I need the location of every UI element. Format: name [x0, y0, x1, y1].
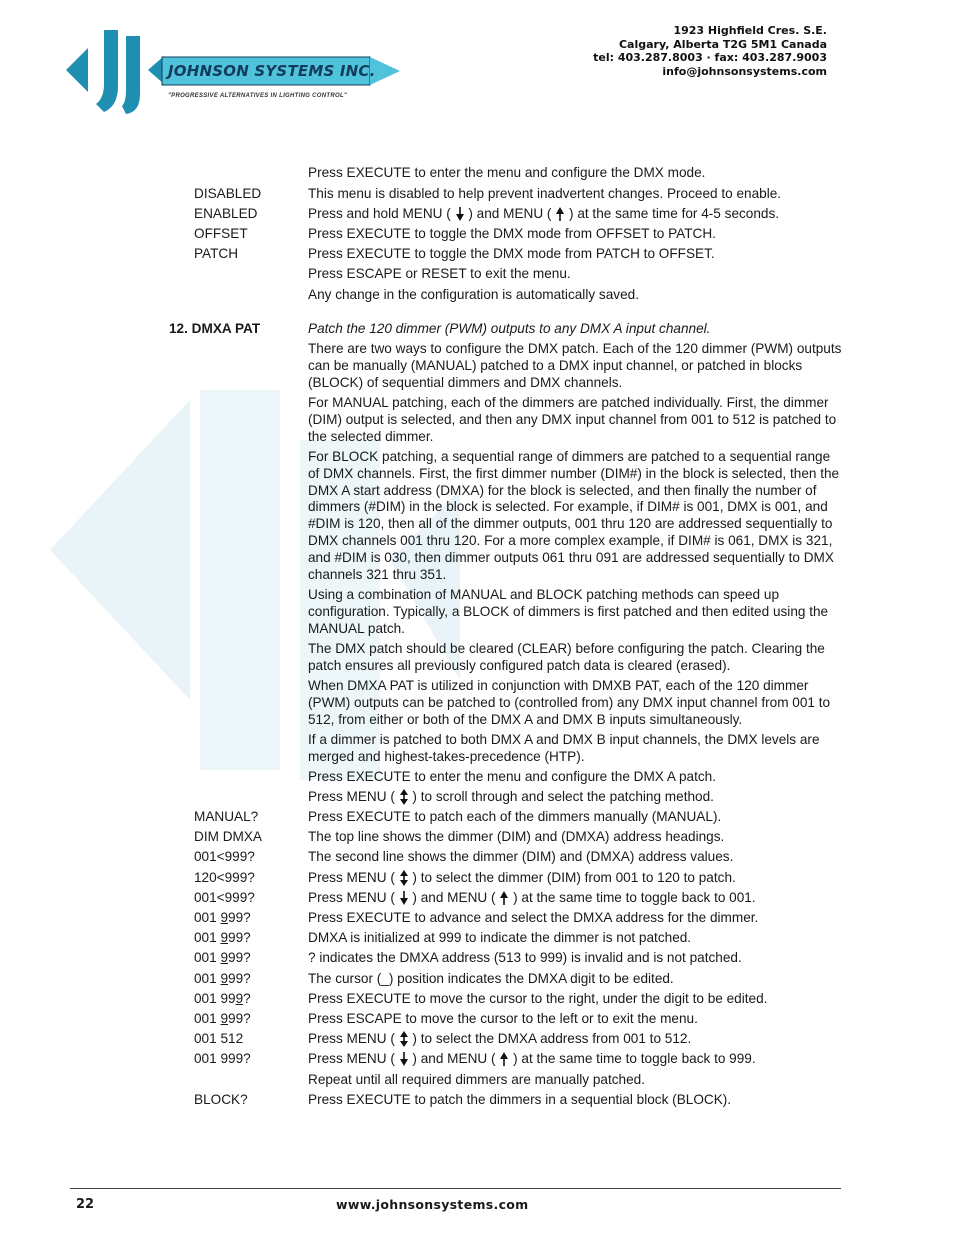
- row-label: DISABLED: [194, 186, 262, 201]
- row-label: 001<999?: [194, 890, 255, 905]
- up-arrow-icon: [500, 1052, 508, 1066]
- label-part: 001: [194, 930, 221, 945]
- email-line: info@johnsonsystems.com: [662, 64, 827, 78]
- row-text: Press EXECUTE to patch each of the dimmers manually (MANUAL).: [308, 809, 722, 824]
- down-arrow-icon: [456, 207, 464, 221]
- company-name: JOHNSON SYSTEMS INC.: [168, 62, 376, 80]
- cursor-digit: 9: [220, 971, 229, 986]
- text-part: ) at the same time for 4-5 seconds.: [569, 206, 780, 221]
- label-part: 001: [194, 910, 221, 925]
- row-text: [308, 890, 844, 907]
- row-text: Press ESCAPE to move the cursor to the left or to exit the menu.: [308, 1011, 698, 1026]
- address-line: Calgary, Alberta T2G 5M1 Canada: [618, 37, 827, 51]
- row-text: For MANUAL patching, each of the dimmers are patched individually. First, the dimmer (DIM) output is selected, and then any DMX input channel from 001 to 512 is patched to the selected dimmer.: [308, 395, 837, 444]
- text-part: ) and MENU (: [468, 206, 552, 221]
- text-part: Press MENU (: [308, 870, 395, 885]
- label-part: 001: [194, 1011, 221, 1026]
- text-part: Press and hold MENU (: [308, 206, 451, 221]
- company-address: [593, 24, 827, 78]
- row-text: Press EXECUTE to toggle the DMX mode from OFFSET to PATCH.: [308, 226, 716, 241]
- row-text: The DMX patch should be cleared (CLEAR) before configuring the patch. Clearing the patch ensures all previously configured patch data is cleared (erased).: [308, 641, 825, 673]
- row-text: For BLOCK patching, a sequential range of dimmers are patched to a sequential range of DMX channels. First, the first dimmer number (DIM#) in the block is selected, then the DMX A start address (DMXA) for the block is selected, and then finally the number of dimmers (#DIM) in the block is selected. For example, if DIM# is 001, DMX is 001, and #DIM is 120, then all of the dimmer outputs, 001 thru 120 are addressed sequentially to DMX channels 001 thru 120. For a more complex example, if DIM# is 061, DMX is 321, and #DIM is 030, then dimmer outputs 061 thru 091 are addressed sequentially to DMX channels 321 thru 351.: [308, 449, 840, 582]
- row-label: [194, 930, 251, 947]
- up-down-arrow-icon: [400, 789, 408, 805]
- row-text: Press ESCAPE or RESET to exit the menu.: [308, 266, 571, 281]
- label-part: ?: [243, 991, 251, 1006]
- row-label: [194, 910, 251, 927]
- row-label: 001 512: [194, 1031, 244, 1046]
- row-label: DIM DMXA: [194, 829, 262, 844]
- row-text: Press EXECUTE to enter the menu and configure the DMX A patch.: [308, 769, 717, 784]
- cursor-digit: 9: [220, 950, 229, 965]
- row-text: Using a combination of MANUAL and BLOCK patching methods can speed up configuration. Typically, a BLOCK of dimmers is first patched and then edited using the MANUAL patch.: [308, 587, 829, 636]
- label-part: 99?: [228, 930, 251, 945]
- row-text: Press EXECUTE to patch the dimmers in a sequential block (BLOCK).: [308, 1092, 732, 1107]
- cursor-digit: 9: [235, 991, 244, 1006]
- row-label: [194, 971, 251, 988]
- row-label: 001<999?: [194, 849, 255, 864]
- footer-url: www.johnsonsystems.com: [336, 1197, 529, 1212]
- text-part: Press MENU (: [308, 890, 395, 905]
- row-label: [194, 1011, 251, 1028]
- label-part: 001: [194, 971, 221, 986]
- text-part: Press MENU (: [308, 1031, 395, 1046]
- row-text: [308, 1031, 844, 1048]
- label-part: 001: [194, 950, 221, 965]
- text-part: ) to scroll through and select the patching method.: [412, 789, 714, 804]
- row-label: OFFSET: [194, 226, 248, 241]
- row-text: The second line shows the dimmer (DIM) and (DMXA) address values.: [308, 849, 734, 864]
- row-text: ? indicates the DMXA address (513 to 999) is invalid and is not patched.: [308, 950, 742, 965]
- row-label: BLOCK?: [194, 1092, 248, 1107]
- tagline: "PROGRESSIVE ALTERNATIVES IN LIGHTING CONTROL": [168, 93, 348, 99]
- page-number: 22: [76, 1197, 95, 1212]
- up-down-arrow-icon: [400, 1031, 408, 1047]
- text-part: Press MENU (: [308, 789, 395, 804]
- row-label: 120<999?: [194, 870, 255, 885]
- row-text: The cursor (_) position indicates the DMXA digit to be edited.: [308, 971, 674, 986]
- text-part: ) and MENU (: [412, 890, 496, 905]
- row-label: PATCH: [194, 246, 239, 261]
- row-text: There are two ways to configure the DMX patch. Each of the 120 dimmer (PWM) outputs can be manually (MANUAL) patched to a DMX input channel, or patched in blocks (BLOCK) of sequential dimmers and DMX channels.: [308, 341, 842, 390]
- row-label: MANUAL?: [194, 809, 259, 824]
- up-arrow-icon: [556, 207, 564, 221]
- row-text: If a dimmer is patched to both DMX A and DMX B input channels, the DMX levels are merged and highest-takes-precedence (HTP).: [308, 732, 820, 764]
- address-line: 1923 Highfield Cres. S.E.: [673, 24, 827, 37]
- row-text: Press EXECUTE to advance and select the DMXA address for the dimmer.: [308, 910, 759, 925]
- down-arrow-icon: [400, 1052, 408, 1066]
- cursor-digit: 9: [220, 1011, 229, 1026]
- text-part: ) and MENU (: [412, 1051, 496, 1066]
- row-text: DMXA is initialized at 999 to indicate the dimmer is not patched.: [308, 930, 692, 945]
- row-text: [308, 870, 844, 887]
- row-text: The top line shows the dimmer (DIM) and (DMXA) address headings.: [308, 829, 725, 844]
- row-text: When DMXA PAT is utilized in conjunction with DMXB PAT, each of the 120 dimmer (PWM) outputs can be patched to (controlled from) any DMX input channel from 001 to 512, from either or both of the DMX A and DMX B inputs simultaneously.: [308, 678, 831, 727]
- row-label: ENABLED: [194, 206, 258, 221]
- text-part: Press MENU (: [308, 1051, 395, 1066]
- row-text: This menu is disabled to help prevent inadvertent changes. Proceed to enable.: [308, 186, 782, 201]
- label-part: 99?: [228, 1011, 251, 1026]
- up-arrow-icon: [500, 891, 508, 905]
- row-text: [308, 206, 844, 223]
- text-part: ) at the same time to toggle back to 001.: [513, 890, 756, 905]
- row-text: [308, 1051, 844, 1068]
- cursor-digit: 9: [220, 930, 229, 945]
- contact-line: tel: 403.287.8003 · fax: 403.287.9003: [593, 51, 827, 64]
- row-text: [308, 789, 844, 806]
- cursor-digit: 9: [220, 910, 229, 925]
- label-part: 001 99: [194, 991, 236, 1006]
- row-label: 001 999?: [194, 1051, 251, 1066]
- row-text: Any change in the configuration is automatically saved.: [308, 287, 639, 302]
- label-part: 99?: [228, 910, 251, 925]
- text-part: ) to select the DMXA address from 001 to 512.: [412, 1031, 692, 1046]
- up-down-arrow-icon: [400, 870, 408, 886]
- text-part: ) at the same time to toggle back to 999.: [513, 1051, 756, 1066]
- label-part: 99?: [228, 950, 251, 965]
- section-title: 12. DMXA PAT: [169, 321, 261, 336]
- section-description: Patch the 120 dimmer (PWM) outputs to any DMX A input channel.: [308, 321, 711, 336]
- row-label: [194, 991, 251, 1008]
- label-part: 99?: [228, 971, 251, 986]
- text-part: ) to select the dimmer (DIM) from 001 to 120 to patch.: [412, 870, 736, 885]
- footer-divider: [70, 1188, 841, 1189]
- row-text: Press EXECUTE to move the cursor to the right, under the digit to be edited.: [308, 991, 768, 1006]
- row-label: [194, 950, 251, 967]
- row-text: Press EXECUTE to enter the menu and configure the DMX mode.: [308, 165, 706, 180]
- row-text: Press EXECUTE to toggle the DMX mode from PATCH to OFFSET.: [308, 246, 715, 261]
- down-arrow-icon: [400, 891, 408, 905]
- row-text: Repeat until all required dimmers are manually patched.: [308, 1072, 645, 1087]
